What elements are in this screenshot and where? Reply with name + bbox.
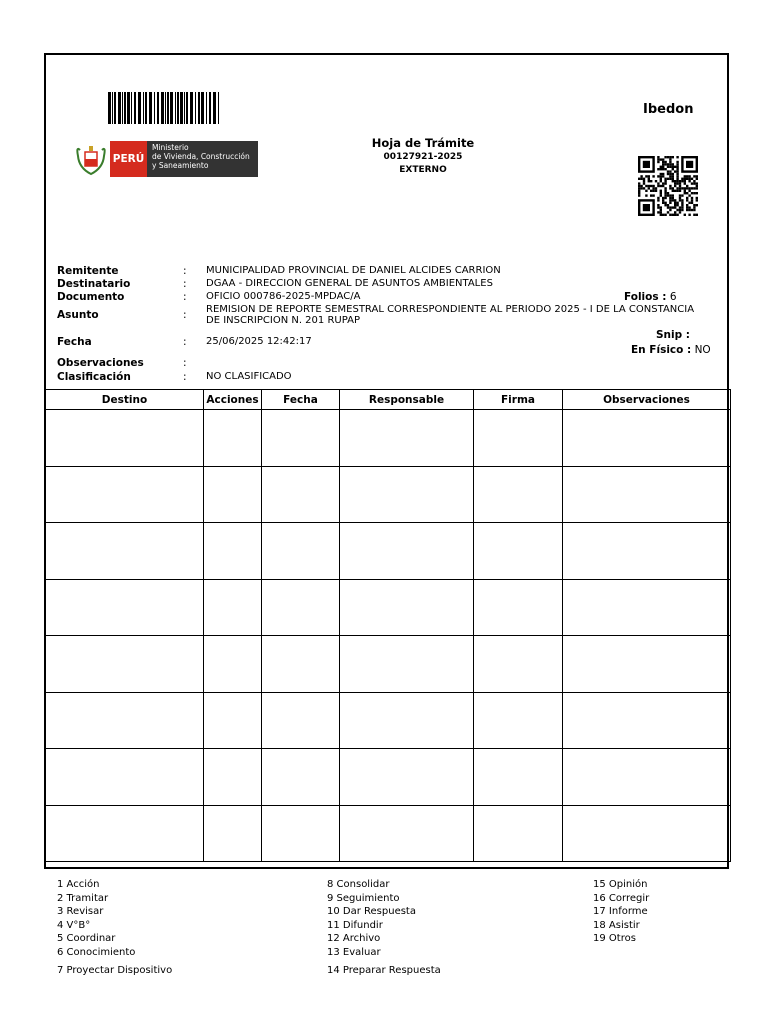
table-cell [563, 805, 731, 862]
table-cell [340, 579, 474, 636]
table-cell [474, 410, 563, 467]
observaciones-label: Observaciones [57, 357, 144, 369]
table-cell [474, 749, 563, 806]
table-cell [474, 466, 563, 523]
table-cell [204, 805, 262, 862]
table-row [46, 805, 731, 862]
legend-item: 6 Conocimiento [57, 947, 136, 958]
colon: : [183, 371, 187, 383]
barcode-image [108, 92, 220, 124]
table-cell [563, 749, 731, 806]
table-cell [262, 579, 340, 636]
clasificacion-value: NO CLASIFICADO [206, 371, 292, 382]
colon: : [183, 309, 187, 321]
table-cell [262, 466, 340, 523]
legend-item: 17 Informe [593, 906, 648, 917]
legend-item: 5 Coordinar [57, 933, 116, 944]
column-header: Responsable [340, 390, 474, 410]
table-cell [204, 466, 262, 523]
asunto-value: REMISION DE REPORTE SEMESTRAL CORRESPONDIENTE AL PERIODO 2025 - I DE LA CONSTANCIA DE INSCRIPCION N. 201 RUPAP [206, 304, 695, 326]
legend-item: 3 Revisar [57, 906, 104, 917]
fecha-label: Fecha [57, 336, 92, 348]
table-cell [474, 805, 563, 862]
table-row [46, 410, 731, 467]
document-number: 00127921-2025 [383, 152, 463, 162]
colon: : [183, 278, 187, 290]
table-cell [563, 692, 731, 749]
table-cell [46, 805, 204, 862]
tracking-table [45, 389, 731, 862]
legend-item: 4 V°B° [57, 920, 91, 931]
column-header: Destino [46, 390, 204, 410]
en-fisico-field [631, 344, 711, 356]
table-cell [204, 410, 262, 467]
documento-value: OFICIO 000786-2025-MPDAC/A [206, 291, 361, 302]
table-cell [262, 692, 340, 749]
table-cell [340, 523, 474, 580]
legend-item: 1 Acción [57, 879, 100, 890]
table-cell [474, 636, 563, 693]
table-cell [46, 523, 204, 580]
table-cell [563, 410, 731, 467]
en-fisico-value: NO [694, 344, 711, 356]
table-cell [340, 636, 474, 693]
colon: : [183, 291, 187, 303]
table-cell [563, 466, 731, 523]
destinatario-value: DGAA - DIRECCION GENERAL DE ASUNTOS AMBIENTALES [206, 278, 493, 289]
column-header: Observaciones [563, 390, 731, 410]
table-row [46, 749, 731, 806]
folios-field [624, 291, 677, 303]
folios-value: 6 [669, 291, 677, 303]
peru-label: PERÚ [110, 141, 147, 177]
table-cell [340, 410, 474, 467]
table-cell [262, 749, 340, 806]
table-cell [340, 466, 474, 523]
colon: : [183, 336, 187, 348]
folios-label: Folios : [624, 291, 667, 303]
legend-item: 18 Asistir [593, 920, 640, 931]
table-cell [262, 410, 340, 467]
table-cell [474, 579, 563, 636]
table-cell [204, 636, 262, 693]
asunto-label: Asunto [57, 309, 99, 321]
table-cell [46, 579, 204, 636]
table-cell [46, 749, 204, 806]
legend-item: 14 Preparar Respuesta [327, 965, 441, 976]
legend-item: 11 Difundir [327, 920, 383, 931]
ministry-logo [76, 140, 258, 178]
legend-item: 9 Seguimiento [327, 893, 400, 904]
table-cell [340, 692, 474, 749]
table-cell [474, 692, 563, 749]
snip-field [656, 329, 690, 341]
snip-label: Snip : [656, 329, 691, 341]
document-title: Hoja de Trámite [371, 136, 475, 150]
legend-item: 8 Consolidar [327, 879, 390, 890]
fecha-value: 25/06/2025 12:42:17 [206, 336, 312, 347]
table-cell [262, 636, 340, 693]
table-cell [46, 692, 204, 749]
table-row [46, 466, 731, 523]
table-cell [563, 636, 731, 693]
destinatario-label: Destinatario [57, 278, 131, 290]
table-cell [340, 805, 474, 862]
table-cell [474, 523, 563, 580]
colon: : [183, 265, 187, 277]
column-header: Acciones [204, 390, 262, 410]
table-cell [340, 749, 474, 806]
legend-item: 7 Proyectar Dispositivo [57, 965, 173, 976]
legend-item: 15 Opinión [593, 879, 648, 890]
ministry-label: Ministerio de Vivienda, Construcción y Saneamiento [147, 141, 258, 177]
table-row [46, 692, 731, 749]
remitente-label: Remitente [57, 265, 119, 277]
legend-item: 16 Corregir [593, 893, 650, 904]
table-row [46, 523, 731, 580]
legend-item: 19 Otros [593, 933, 636, 944]
table-cell [204, 692, 262, 749]
table-header-row [46, 390, 731, 410]
table-cell [262, 523, 340, 580]
clasificacion-label: Clasificación [57, 371, 131, 383]
column-header: Fecha [262, 390, 340, 410]
legend-item: 12 Archivo [327, 933, 381, 944]
legend-item: 2 Tramitar [57, 893, 109, 904]
org-name: Ibedon [643, 102, 694, 117]
table-cell [46, 466, 204, 523]
table-cell [563, 523, 731, 580]
legend-item: 13 Evaluar [327, 947, 381, 958]
table-cell [204, 749, 262, 806]
qr-code-image [638, 156, 698, 216]
legend-item: 10 Dar Respuesta [327, 906, 416, 917]
table-cell [262, 805, 340, 862]
remitente-value: MUNICIPALIDAD PROVINCIAL DE DANIEL ALCIDES CARRION [206, 265, 501, 276]
document-type: EXTERNO [399, 165, 447, 175]
colon: : [183, 357, 187, 369]
table-cell [46, 636, 204, 693]
table-row [46, 636, 731, 693]
column-header: Firma [474, 390, 563, 410]
en-fisico-label: En Físico : [631, 344, 692, 356]
coat-of-arms-icon [76, 144, 106, 176]
table-row [46, 579, 731, 636]
table-cell [46, 410, 204, 467]
table-cell [204, 523, 262, 580]
documento-label: Documento [57, 291, 125, 303]
table-cell [204, 579, 262, 636]
table-cell [563, 579, 731, 636]
